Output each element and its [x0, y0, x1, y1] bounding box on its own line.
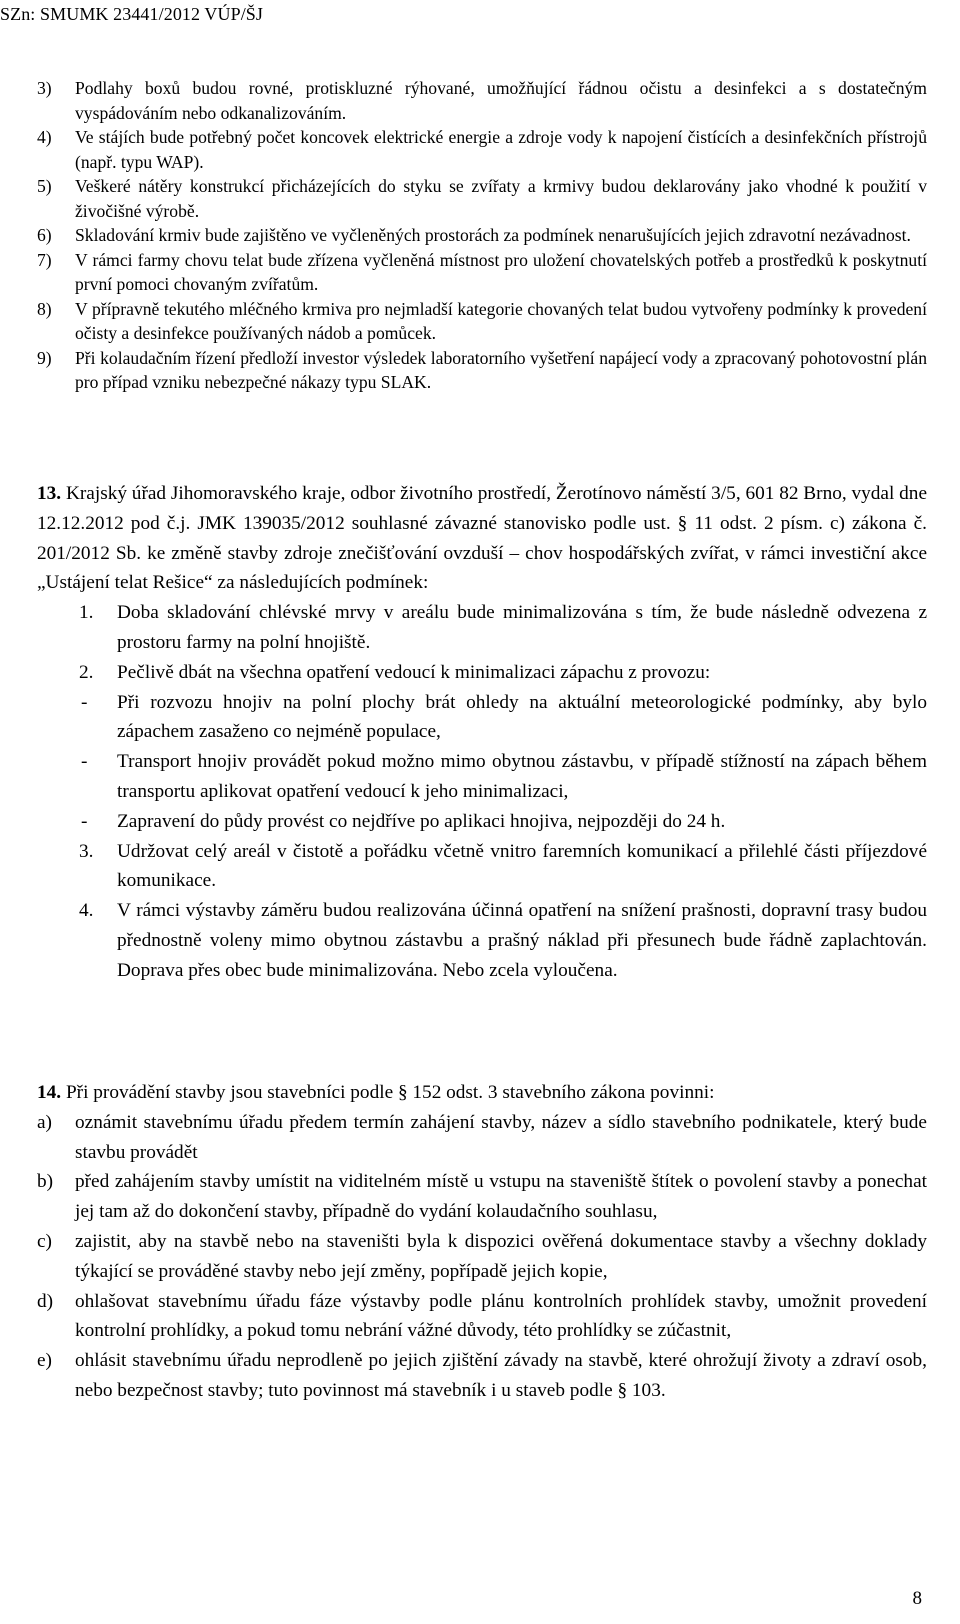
- item-number: 5): [37, 176, 52, 196]
- list-item: [37, 1287, 927, 1347]
- item-text: V rámci výstavby záměru budou realizována účinná opatření na snížení prašnosti, dopravní trasy budou přednostně voleny mimo obytnou zástavbu a prašný náklad při přesunech bude řádně zaplachtován. Doprava přes obec bude minimalizována. Nebo zcela vyloučena.: [117, 900, 927, 981]
- item-number: 4.: [79, 900, 94, 922]
- item-number: 2.: [79, 661, 94, 683]
- item-text: Při kolaudačním řízení předloží investor výsledek laboratorního vyšetření napájecí vody a zpracovaný pohotovostní plán pro případ vzniku nebezpečné nákazy typu SLAK.: [75, 347, 927, 392]
- item-number: 6): [37, 225, 52, 245]
- list-item: [37, 248, 927, 297]
- item-text: Pečlivě dbát na všechna opatření vedoucí k minimalizaci zápachu z provozu:: [117, 661, 711, 683]
- item-number: 1.: [79, 602, 94, 624]
- item-letter: c): [37, 1230, 52, 1252]
- list-item: [37, 223, 927, 248]
- item-text: Udržovat celý areál v čistotě a pořádku včetně vnitro faremních komunikací a přilehlé části příjezdové komunikace.: [117, 840, 927, 892]
- list-item: [37, 1227, 927, 1287]
- list-item: [37, 76, 927, 125]
- list-item: [37, 346, 927, 395]
- list-item: [37, 1108, 927, 1168]
- item-text: V rámci farmy chovu telat bude zřízena vyčleněná místnost pro uložení chovatelských potřeb a prostředků k poskytnutí první pomoci chovaným zvířatům.: [75, 249, 927, 294]
- item-text: oznámit stavebnímu úřadu předem termín zahájení stavby, název a sídlo stavebního podnikatele, který bude stavbu provádět: [75, 1111, 927, 1163]
- section-13-intro: [37, 479, 927, 598]
- item-text: zajistit, aby na stavbě nebo na staveništi byla k dispozici ověřená dokumentace stavby a všechny doklady týkající se prováděné stavby nebo její změny, popřípadě jejich kopie,: [75, 1230, 927, 1282]
- list-item: [37, 125, 927, 174]
- list-item: [37, 1346, 927, 1406]
- item-number: 3.: [79, 840, 94, 862]
- section-intro-text: Při provádění stavby jsou stavebníci podle § 152 odst. 3 stavebního zákona povinni:: [65, 1082, 715, 1103]
- list-item: [79, 747, 927, 807]
- item-number: 9): [37, 347, 52, 368]
- item-text: Skladování krmiv bude zajištěno ve vyčleněných prostorách za podmínek nenarušujících jejich zdravotní nezávadnost.: [75, 225, 911, 245]
- list-item: [79, 598, 927, 658]
- item-number: 7): [37, 249, 52, 270]
- document-reference-header: SZn: SMUMK 23441/2012 VÚP/ŠJ: [0, 4, 264, 24]
- list-item: [79, 837, 927, 897]
- list-item: [37, 1167, 927, 1227]
- dash-bullet: -: [81, 691, 88, 713]
- page-number: 8: [912, 1588, 922, 1609]
- item-number: 3): [37, 78, 52, 98]
- section-13: [37, 479, 927, 986]
- item-text: před zahájením stavby umístit na viditelném místě u vstupu na staveniště štítek o povolení stavby a ponechat jej tam až do dokončení stavby, případně do vydání kolaudačního souhlasu,: [75, 1171, 927, 1223]
- item-letter: b): [37, 1171, 54, 1193]
- section-number: 14.: [37, 1082, 62, 1103]
- item-number: 4): [37, 127, 52, 147]
- item-number: 8): [37, 298, 52, 319]
- list-item: [37, 297, 927, 346]
- item-text: Při rozvozu hnojiv na polní plochy brát ohledy na aktuální meteorologické podmínky, aby bylo zápachem zasaženo co nejméně populace,: [117, 691, 927, 743]
- conditions-list: [37, 76, 927, 395]
- item-text: Transport hnojiv provádět pokud možno mimo obytnou zástavbu, v případě stížností na zápach během transportu aplikovat opatření vedoucí k jeho minimalizaci,: [117, 751, 927, 802]
- item-text: Veškeré nátěry konstrukcí přicházejících do styku se zvířaty a krmivy budou deklarovány jako vhodné k použití v živočišné výrobě.: [75, 176, 927, 221]
- item-text: Zapravení do půdy provést co nejdříve po aplikaci hnojiva, nejpozději do 24 h.: [117, 810, 726, 832]
- list-item: [79, 688, 927, 748]
- item-letter: e): [37, 1350, 52, 1372]
- section-14-intro: [37, 1078, 927, 1108]
- section-14: [37, 1078, 927, 1406]
- list-item: [37, 174, 927, 223]
- section-intro-text: Krajský úřad Jihomoravského kraje, odbor životního prostředí, Žerotínovo náměstí 3/5, 601 82 Brno, vydal dne 12.12.2012 pod č.j. JMK 139035/2012 souhlasné závazné stanovisko podle ust. § 11 odst. 2 písm. c) zákona č. 201/2012 Sb. ke změně stavby zdroje znečišťování ovzduší – chov hospodářských zvířat, v rámci investiční akce „Ustájení telat Rešice“ za následujících podmínek:: [37, 483, 928, 594]
- dash-bullet: -: [81, 751, 88, 773]
- list-item: [79, 658, 927, 688]
- item-text: ohlásit stavebnímu úřadu neprodleně po jejich zjištění závady na stavbě, které ohrožují životy a zdraví osob, nebo bezpečnost stavby; tuto povinnost má stavebník i u staveb podle § 103.: [75, 1350, 927, 1401]
- item-text: ohlašovat stavebnímu úřadu fáze výstavby podle plánu kontrolních prohlídek stavby, umožnit provedení kontrolní prohlídky, a pokud tomu nebrání vážné důvody, této prohlídky se zúčastnit,: [75, 1290, 927, 1342]
- item-text: Ve stájích bude potřebný počet koncovek elektrické energie a zdroje vody k napojení čistících a desinfekčních přístrojů (např. typu WAP).: [75, 127, 927, 172]
- list-item: [79, 807, 927, 837]
- dash-bullet: -: [81, 810, 88, 832]
- item-letter: d): [37, 1290, 54, 1312]
- item-text: Podlahy boxů budou rovné, protiskluzné rýhované, umožňující řádnou očistu a desinfekci a s dostatečným vyspádováním nebo odkanalizováním.: [75, 78, 927, 123]
- item-letter: a): [37, 1111, 52, 1133]
- item-text: V přípravně tekutého mléčného krmiva pro nejmladší kategorie chovaných telat budou vytvořeny podmínky k provedení očisty a desinfekce používaných nádob a pomůcek.: [75, 298, 927, 343]
- item-text: Doba skladování chlévské mrvy v areálu bude minimalizována s tím, že bude následně odvezena z prostoru farmy na polní hnojiště.: [117, 602, 927, 653]
- list-item: [79, 896, 927, 985]
- section-number: 13.: [37, 483, 62, 504]
